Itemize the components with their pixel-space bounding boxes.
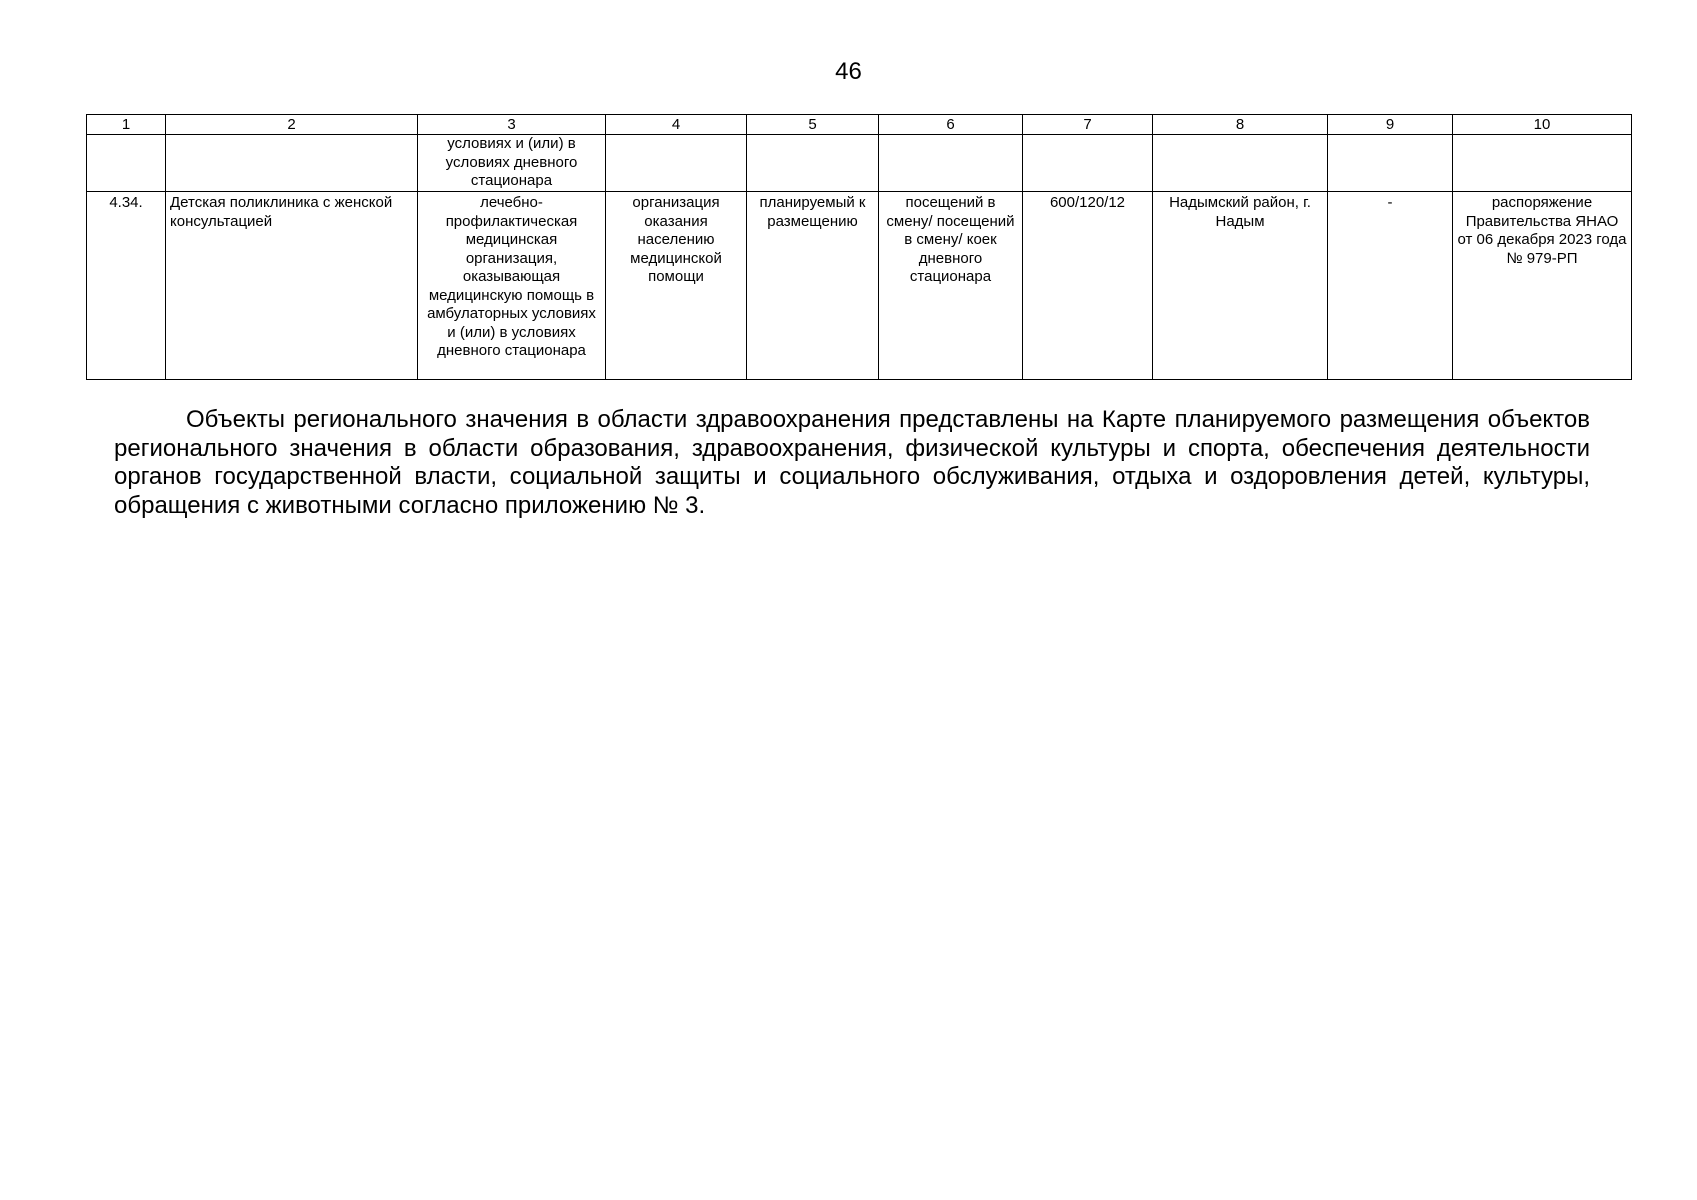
- body-paragraph: Объекты регионального значения в области здравоохранения представлены на Карте планируемого размещения объектов регионального значения в области образования, здравоохранения, физической культуры и спорта, обеспечения деятельности органов государственной власти, социальной защиты и социального обслуживания, отдыха и оздоровления детей, культуры, обращения с животными согласно приложению № 3.: [114, 406, 1590, 519]
- row-number-cell: 4.34.: [87, 192, 166, 380]
- table-row: [87, 135, 1632, 192]
- table-cell: условиях и (или) в условиях дневного стационара: [418, 135, 606, 192]
- table-cell: [166, 135, 418, 192]
- document-cell: распоряжение Правительства ЯНАО от 06 декабря 2023 года № 979-РП: [1453, 192, 1632, 380]
- column-header: 4: [606, 115, 747, 135]
- column-header: 6: [879, 115, 1023, 135]
- column-header: 8: [1153, 115, 1328, 135]
- table-cell: [1453, 135, 1632, 192]
- table-cell: [1328, 135, 1453, 192]
- table-cell: [879, 135, 1023, 192]
- location-cell: Надымский район, г. Надым: [1153, 192, 1328, 380]
- page-number: 46: [835, 58, 862, 85]
- table-header-row: [87, 115, 1632, 135]
- column-header: 5: [747, 115, 879, 135]
- column-header: 2: [166, 115, 418, 135]
- table-cell: [606, 135, 747, 192]
- column-header: 9: [1328, 115, 1453, 135]
- table-cell: [87, 135, 166, 192]
- column-header: 3: [418, 115, 606, 135]
- table-cell: [747, 135, 879, 192]
- object-type-cell: лечебно-профилактическая медицинская организация, оказывающая медицинскую помощь в амбулаторных условиях и (или) в условиях дневного стационара: [418, 192, 606, 380]
- object-name-cell: Детская поликлиника с женской консультацией: [166, 192, 418, 380]
- column-header: 7: [1023, 115, 1153, 135]
- status-cell: планируемый к размещению: [747, 192, 879, 380]
- objects-table: [86, 114, 1632, 380]
- table-cell: [1023, 135, 1153, 192]
- purpose-cell: организация оказания населению медицинской помощи: [606, 192, 747, 380]
- table-row: [87, 192, 1632, 380]
- units-cell: посещений в смену/ посещений в смену/ коек дневного стационара: [879, 192, 1023, 380]
- column-header: 1: [87, 115, 166, 135]
- column-header: 10: [1453, 115, 1632, 135]
- zone-cell: -: [1328, 192, 1453, 380]
- capacity-cell: 600/120/12: [1023, 192, 1153, 380]
- table-cell: [1153, 135, 1328, 192]
